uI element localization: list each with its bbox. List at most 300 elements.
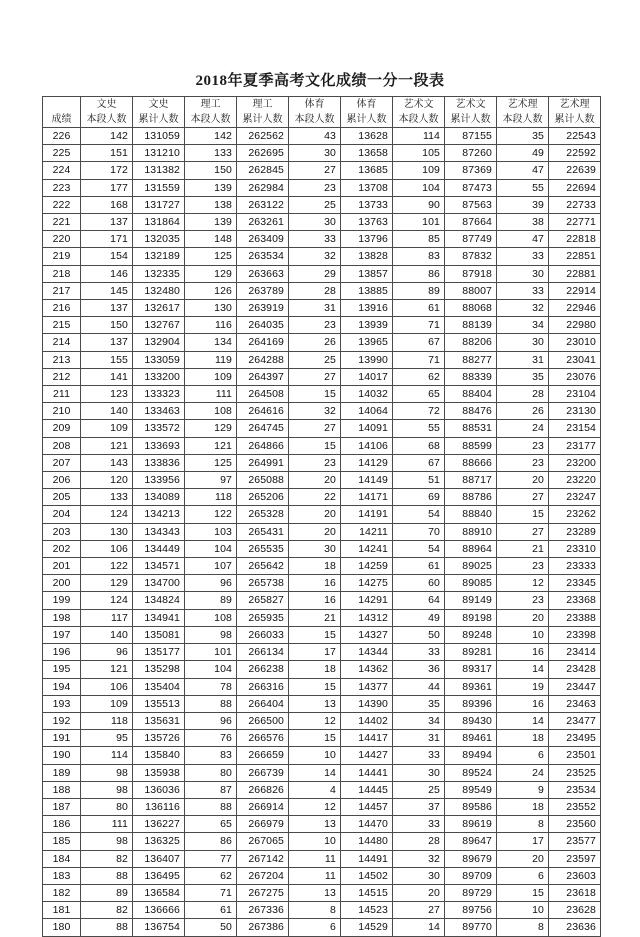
column-header-ysl_cum	[549, 97, 601, 128]
table-row	[43, 678, 601, 695]
cell-lg_cum: 263663	[237, 265, 289, 282]
cell-ysl_seg: 12	[497, 575, 549, 592]
cell-lg_cum: 265642	[237, 558, 289, 575]
table-row	[43, 472, 601, 489]
cell-score: 226	[43, 128, 81, 145]
cell-ysl_cum: 22980	[549, 317, 601, 334]
cell-ws_seg: 142	[81, 128, 133, 145]
cell-ty_cum: 14502	[341, 867, 393, 884]
cell-lg_cum: 264508	[237, 386, 289, 403]
cell-ysw_seg: 65	[393, 386, 445, 403]
cell-ws_seg: 82	[81, 902, 133, 919]
cell-lg_seg: 125	[185, 248, 237, 265]
column-header-top-lg_cum: 理工	[252, 99, 273, 110]
cell-ws_cum: 134213	[133, 506, 185, 523]
cell-ws_cum: 133059	[133, 351, 185, 368]
page-title: 2018年夏季高考文化成绩一分一段表	[195, 73, 445, 89]
cell-ysw_seg: 28	[393, 833, 445, 850]
cell-ws_cum: 132335	[133, 265, 185, 282]
cell-ysw_seg: 86	[393, 265, 445, 282]
cell-ysw_seg: 60	[393, 575, 445, 592]
cell-ty_seg: 25	[289, 196, 341, 213]
cell-ws_cum: 131727	[133, 196, 185, 213]
cell-ysw_cum: 89025	[445, 558, 497, 575]
cell-ysl_seg: 26	[497, 403, 549, 420]
cell-ysl_seg: 34	[497, 317, 549, 334]
cell-ysl_seg: 33	[497, 248, 549, 265]
cell-ysl_cum: 22818	[549, 231, 601, 248]
cell-lg_cum: 264745	[237, 420, 289, 437]
cell-ysw_cum: 89619	[445, 816, 497, 833]
cell-lg_cum: 266238	[237, 661, 289, 678]
cell-ws_seg: 120	[81, 472, 133, 489]
cell-ysw_seg: 33	[393, 816, 445, 833]
cell-ws_cum: 134941	[133, 609, 185, 626]
column-header-ysw_seg	[393, 97, 445, 128]
cell-lg_seg: 96	[185, 712, 237, 729]
cell-score: 182	[43, 884, 81, 901]
table-row	[43, 368, 601, 385]
cell-ysw_seg: 14	[393, 919, 445, 936]
table-row	[43, 282, 601, 299]
cell-ws_seg: 80	[81, 798, 133, 815]
cell-score: 221	[43, 214, 81, 231]
cell-ws_cum: 131559	[133, 179, 185, 196]
cell-ws_cum: 134700	[133, 575, 185, 592]
cell-ysl_seg: 31	[497, 351, 549, 368]
cell-ty_seg: 20	[289, 506, 341, 523]
cell-ysl_cum: 23428	[549, 661, 601, 678]
cell-ty_seg: 25	[289, 351, 341, 368]
cell-lg_seg: 108	[185, 609, 237, 626]
cell-lg_cum: 267386	[237, 919, 289, 936]
cell-ysw_seg: 89	[393, 282, 445, 299]
table-row	[43, 781, 601, 798]
cell-ysw_seg: 30	[393, 867, 445, 884]
cell-lg_cum: 266826	[237, 781, 289, 798]
cell-ty_seg: 10	[289, 833, 341, 850]
cell-ws_seg: 133	[81, 489, 133, 506]
cell-lg_cum: 266576	[237, 730, 289, 747]
cell-ws_cum: 135938	[133, 764, 185, 781]
cell-ws_cum: 133836	[133, 454, 185, 471]
cell-score: 211	[43, 386, 81, 403]
cell-ysl_cum: 22914	[549, 282, 601, 299]
cell-ty_cum: 14064	[341, 403, 393, 420]
cell-score: 183	[43, 867, 81, 884]
cell-lg_seg: 133	[185, 145, 237, 162]
cell-ysw_cum: 89198	[445, 609, 497, 626]
cell-ysw_seg: 30	[393, 764, 445, 781]
cell-ysw_seg: 20	[393, 884, 445, 901]
cell-ysl_cum: 22592	[549, 145, 601, 162]
cell-lg_cum: 265535	[237, 540, 289, 557]
cell-ws_cum: 135840	[133, 747, 185, 764]
cell-lg_seg: 83	[185, 747, 237, 764]
cell-ysw_seg: 68	[393, 437, 445, 454]
cell-ysw_cum: 88840	[445, 506, 497, 523]
cell-ty_seg: 21	[289, 609, 341, 626]
cell-lg_seg: 130	[185, 300, 237, 317]
cell-lg_seg: 71	[185, 884, 237, 901]
cell-score: 214	[43, 334, 81, 351]
cell-ty_cum: 14032	[341, 386, 393, 403]
cell-ysl_cum: 23398	[549, 626, 601, 643]
cell-lg_cum: 264169	[237, 334, 289, 351]
table-header	[43, 97, 601, 128]
cell-ysl_cum: 23447	[549, 678, 601, 695]
cell-ws_cum: 132480	[133, 282, 185, 299]
cell-score: 217	[43, 282, 81, 299]
cell-ty_seg: 17	[289, 644, 341, 661]
cell-ysw_seg: 51	[393, 472, 445, 489]
cell-ws_cum: 134343	[133, 523, 185, 540]
cell-ysw_cum: 89647	[445, 833, 497, 850]
cell-ysw_cum: 89586	[445, 798, 497, 815]
cell-ws_seg: 140	[81, 626, 133, 643]
cell-ysl_seg: 47	[497, 231, 549, 248]
column-header-top-ty_cum: 体育	[356, 99, 377, 110]
cell-ty_cum: 14427	[341, 747, 393, 764]
cell-ysw_seg: 64	[393, 592, 445, 609]
table-row	[43, 798, 601, 815]
cell-score: 188	[43, 781, 81, 798]
cell-ws_seg: 109	[81, 695, 133, 712]
cell-ysw_cum: 89549	[445, 781, 497, 798]
cell-ty_cum: 13796	[341, 231, 393, 248]
cell-ws_cum: 134824	[133, 592, 185, 609]
cell-ysl_seg: 23	[497, 437, 549, 454]
cell-ysl_seg: 23	[497, 454, 549, 471]
cell-score: 212	[43, 368, 81, 385]
cell-ysl_cum: 23388	[549, 609, 601, 626]
cell-score: 219	[43, 248, 81, 265]
cell-ty_seg: 23	[289, 179, 341, 196]
cell-score: 224	[43, 162, 81, 179]
table-row	[43, 626, 601, 643]
column-header-bottom-ws_seg: 本段人数	[86, 114, 127, 125]
cell-ty_seg: 29	[289, 265, 341, 282]
cell-ty_seg: 26	[289, 334, 341, 351]
cell-ysl_cum: 22694	[549, 179, 601, 196]
cell-ysw_seg: 114	[393, 128, 445, 145]
cell-ysl_seg: 28	[497, 386, 549, 403]
cell-ty_cum: 14241	[341, 540, 393, 557]
cell-ysw_cum: 87918	[445, 265, 497, 282]
cell-ysl_seg: 17	[497, 833, 549, 850]
table-row	[43, 403, 601, 420]
cell-ysw_cum: 89149	[445, 592, 497, 609]
cell-ws_seg: 98	[81, 764, 133, 781]
cell-ysw_cum: 89430	[445, 712, 497, 729]
cell-lg_cum: 264866	[237, 437, 289, 454]
table-row	[43, 730, 601, 747]
cell-score: 222	[43, 196, 81, 213]
cell-ysl_cum: 23262	[549, 506, 601, 523]
table-row	[43, 867, 601, 884]
table-row	[43, 162, 601, 179]
cell-ws_seg: 172	[81, 162, 133, 179]
cell-ty_seg: 13	[289, 884, 341, 901]
cell-lg_seg: 142	[185, 128, 237, 145]
cell-ty_seg: 30	[289, 540, 341, 557]
cell-ws_cum: 135081	[133, 626, 185, 643]
cell-score: 186	[43, 816, 81, 833]
table-row	[43, 558, 601, 575]
cell-ws_seg: 168	[81, 196, 133, 213]
cell-ysl_cum: 23501	[549, 747, 601, 764]
cell-ws_seg: 124	[81, 592, 133, 609]
cell-lg_seg: 111	[185, 386, 237, 403]
cell-ysl_seg: 27	[497, 523, 549, 540]
cell-score: 223	[43, 179, 81, 196]
cell-lg_cum: 264397	[237, 368, 289, 385]
cell-ws_cum: 132904	[133, 334, 185, 351]
cell-lg_seg: 108	[185, 403, 237, 420]
cell-ysl_seg: 6	[497, 867, 549, 884]
cell-ty_cum: 13828	[341, 248, 393, 265]
cell-ysl_cum: 22639	[549, 162, 601, 179]
cell-lg_cum: 264616	[237, 403, 289, 420]
cell-score: 197	[43, 626, 81, 643]
cell-ws_cum: 136666	[133, 902, 185, 919]
cell-ysl_cum: 23495	[549, 730, 601, 747]
column-header-top-ysw_seg: 艺术文	[403, 99, 434, 110]
cell-lg_cum: 267142	[237, 850, 289, 867]
cell-ty_cum: 13885	[341, 282, 393, 299]
cell-lg_cum: 267336	[237, 902, 289, 919]
cell-lg_cum: 266500	[237, 712, 289, 729]
cell-ty_cum: 14291	[341, 592, 393, 609]
cell-ty_cum: 14470	[341, 816, 393, 833]
cell-ysl_cum: 23636	[549, 919, 601, 936]
cell-ty_cum: 14129	[341, 454, 393, 471]
cell-score: 215	[43, 317, 81, 334]
cell-ty_seg: 43	[289, 128, 341, 145]
cell-ws_seg: 151	[81, 145, 133, 162]
cell-ws_cum: 133572	[133, 420, 185, 437]
cell-ysw_cum: 88786	[445, 489, 497, 506]
cell-lg_cum: 263789	[237, 282, 289, 299]
cell-ty_cum: 13990	[341, 351, 393, 368]
cell-ty_cum: 14515	[341, 884, 393, 901]
cell-ty_cum: 14445	[341, 781, 393, 798]
cell-ws_seg: 109	[81, 420, 133, 437]
cell-ysw_cum: 87563	[445, 196, 497, 213]
cell-ty_cum: 14191	[341, 506, 393, 523]
cell-ysw_cum: 89361	[445, 678, 497, 695]
cell-ysw_cum: 89756	[445, 902, 497, 919]
cell-score: 203	[43, 523, 81, 540]
column-header-ty_cum	[341, 97, 393, 128]
cell-ysl_cum: 23552	[549, 798, 601, 815]
cell-ysw_seg: 85	[393, 231, 445, 248]
cell-ty_seg: 31	[289, 300, 341, 317]
cell-ty_seg: 27	[289, 368, 341, 385]
cell-score: 187	[43, 798, 81, 815]
cell-lg_seg: 104	[185, 540, 237, 557]
cell-ysw_seg: 69	[393, 489, 445, 506]
cell-ws_seg: 143	[81, 454, 133, 471]
cell-score: 213	[43, 351, 81, 368]
column-header-lg_cum	[237, 97, 289, 128]
cell-ysw_cum: 88476	[445, 403, 497, 420]
cell-ysl_seg: 21	[497, 540, 549, 557]
cell-ws_seg: 137	[81, 300, 133, 317]
cell-ysl_cum: 23477	[549, 712, 601, 729]
cell-lg_cum: 263261	[237, 214, 289, 231]
cell-score: 189	[43, 764, 81, 781]
cell-score: 206	[43, 472, 81, 489]
cell-score: 202	[43, 540, 81, 557]
cell-ws_cum: 133956	[133, 472, 185, 489]
cell-ysw_cum: 89085	[445, 575, 497, 592]
cell-ws_cum: 134089	[133, 489, 185, 506]
cell-lg_seg: 139	[185, 214, 237, 231]
table-row	[43, 128, 601, 145]
cell-score: 216	[43, 300, 81, 317]
cell-ty_cum: 14402	[341, 712, 393, 729]
cell-ysl_seg: 24	[497, 420, 549, 437]
table-row	[43, 196, 601, 213]
cell-ty_seg: 10	[289, 747, 341, 764]
column-header-ws_cum	[133, 97, 185, 128]
cell-ty_seg: 32	[289, 248, 341, 265]
cell-score: 210	[43, 403, 81, 420]
cell-ty_seg: 32	[289, 403, 341, 420]
cell-ws_cum: 136407	[133, 850, 185, 867]
cell-ysw_seg: 31	[393, 730, 445, 747]
cell-ysl_seg: 23	[497, 558, 549, 575]
cell-lg_seg: 150	[185, 162, 237, 179]
cell-ysl_seg: 23	[497, 592, 549, 609]
cell-ysl_seg: 15	[497, 884, 549, 901]
cell-score: 207	[43, 454, 81, 471]
cell-ysw_seg: 35	[393, 695, 445, 712]
cell-ysl_cum: 23368	[549, 592, 601, 609]
cell-score: 194	[43, 678, 81, 695]
cell-ty_cum: 14344	[341, 644, 393, 661]
cell-ysw_cum: 88717	[445, 472, 497, 489]
cell-ysw_cum: 89396	[445, 695, 497, 712]
cell-lg_seg: 119	[185, 351, 237, 368]
cell-ty_cum: 14362	[341, 661, 393, 678]
cell-ws_cum: 132617	[133, 300, 185, 317]
cell-ty_seg: 15	[289, 386, 341, 403]
cell-ws_cum: 135513	[133, 695, 185, 712]
cell-score: 191	[43, 730, 81, 747]
cell-ysl_seg: 20	[497, 472, 549, 489]
cell-lg_seg: 126	[185, 282, 237, 299]
cell-ysl_cum: 23289	[549, 523, 601, 540]
cell-ysw_seg: 61	[393, 558, 445, 575]
cell-score: 204	[43, 506, 81, 523]
cell-ysw_seg: 70	[393, 523, 445, 540]
table-row	[43, 351, 601, 368]
cell-ysw_cum: 87473	[445, 179, 497, 196]
cell-lg_cum: 267275	[237, 884, 289, 901]
cell-ysl_cum: 22946	[549, 300, 601, 317]
cell-ws_cum: 133463	[133, 403, 185, 420]
cell-ysw_seg: 36	[393, 661, 445, 678]
cell-lg_seg: 80	[185, 764, 237, 781]
cell-ysw_cum: 87749	[445, 231, 497, 248]
cell-ysl_cum: 23618	[549, 884, 601, 901]
cell-ysw_cum: 87664	[445, 214, 497, 231]
cell-ty_seg: 11	[289, 850, 341, 867]
cell-ysw_seg: 72	[393, 403, 445, 420]
cell-ysl_seg: 30	[497, 265, 549, 282]
cell-ysl_seg: 6	[497, 747, 549, 764]
cell-ysw_seg: 101	[393, 214, 445, 231]
cell-ysl_seg: 38	[497, 214, 549, 231]
column-header-top-score	[43, 97, 80, 112]
column-header-score	[43, 97, 81, 128]
column-header-bottom-ysl_seg: 本段人数	[502, 114, 543, 125]
cell-ty_cum: 14441	[341, 764, 393, 781]
cell-ws_seg: 117	[81, 609, 133, 626]
cell-ysl_cum: 23577	[549, 833, 601, 850]
cell-ysl_cum: 23104	[549, 386, 601, 403]
cell-ysw_cum: 88068	[445, 300, 497, 317]
cell-ws_cum: 131864	[133, 214, 185, 231]
cell-ysl_seg: 18	[497, 798, 549, 815]
cell-ysl_seg: 33	[497, 282, 549, 299]
cell-lg_cum: 266914	[237, 798, 289, 815]
column-header-bottom-ysw_cum: 累计人数	[450, 114, 491, 125]
cell-ws_cum: 134449	[133, 540, 185, 557]
cell-ysw_seg: 67	[393, 334, 445, 351]
cell-lg_seg: 50	[185, 919, 237, 936]
cell-ysl_seg: 30	[497, 334, 549, 351]
cell-ws_seg: 141	[81, 368, 133, 385]
cell-ty_seg: 18	[289, 558, 341, 575]
cell-lg_cum: 266404	[237, 695, 289, 712]
cell-ws_seg: 146	[81, 265, 133, 282]
cell-ysw_cum: 89709	[445, 867, 497, 884]
cell-ty_cum: 13857	[341, 265, 393, 282]
cell-ws_cum: 134571	[133, 558, 185, 575]
column-header-ty_seg	[289, 97, 341, 128]
cell-ty_cum: 13939	[341, 317, 393, 334]
cell-ty_cum: 14377	[341, 678, 393, 695]
cell-lg_seg: 138	[185, 196, 237, 213]
table-row	[43, 317, 601, 334]
cell-lg_seg: 103	[185, 523, 237, 540]
cell-ysw_seg: 105	[393, 145, 445, 162]
table-row	[43, 695, 601, 712]
cell-ysw_cum: 88666	[445, 454, 497, 471]
cell-ysl_cum: 23603	[549, 867, 601, 884]
cell-ysw_cum: 89248	[445, 626, 497, 643]
column-header-top-ysl_seg: 艺术理	[507, 99, 538, 110]
cell-ysw_cum: 88910	[445, 523, 497, 540]
cell-ysw_cum: 89524	[445, 764, 497, 781]
table-row	[43, 489, 601, 506]
cell-ty_seg: 23	[289, 454, 341, 471]
cell-ws_seg: 114	[81, 747, 133, 764]
cell-lg_cum: 266739	[237, 764, 289, 781]
cell-lg_cum: 263534	[237, 248, 289, 265]
cell-score: 192	[43, 712, 81, 729]
table-row	[43, 334, 601, 351]
cell-lg_cum: 265206	[237, 489, 289, 506]
cell-ysw_seg: 61	[393, 300, 445, 317]
cell-lg_cum: 265431	[237, 523, 289, 540]
cell-ty_seg: 6	[289, 919, 341, 936]
cell-score: 185	[43, 833, 81, 850]
cell-lg_seg: 86	[185, 833, 237, 850]
